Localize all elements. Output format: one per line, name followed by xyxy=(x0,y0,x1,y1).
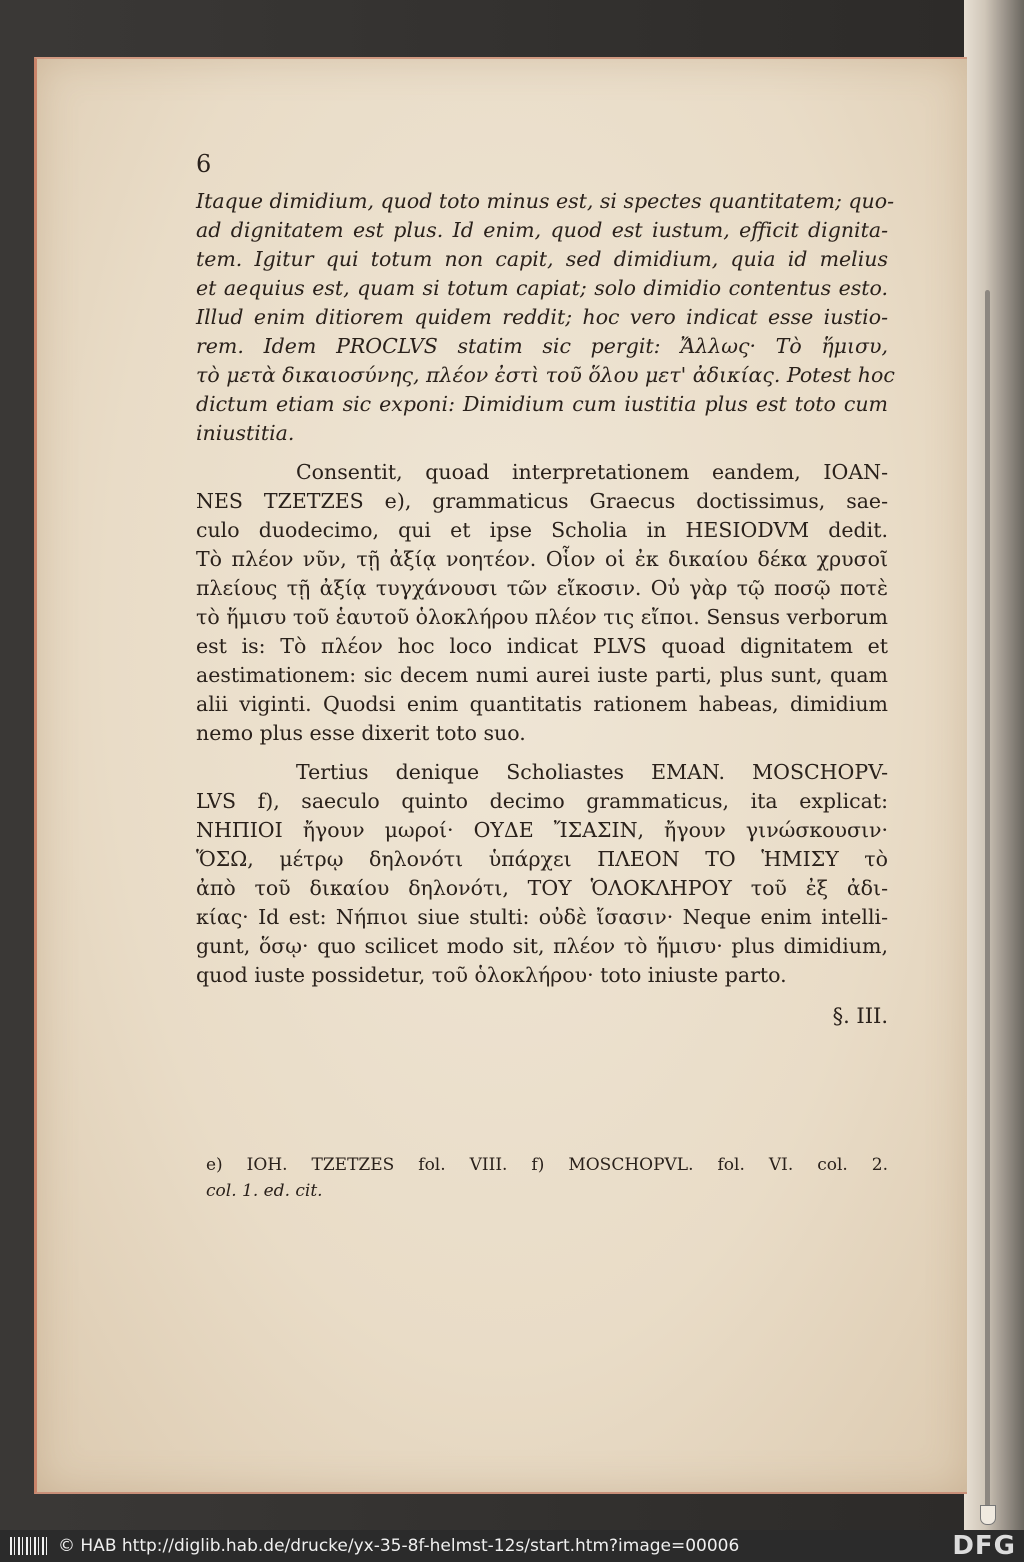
section-mark: §. III. xyxy=(832,1004,888,1028)
text-line: LVS f), saeculo quinto decimo grammaticus, ita explicat: xyxy=(196,789,888,813)
dfg-logo: DFG xyxy=(952,1531,1016,1561)
text-line: πλείους τῇ ἀξίᾳ τυγχάνουσι τῶν εἴκοσιν. Οὐ γὰρ τῷ ποσῷ ποτὲ xyxy=(196,576,888,600)
barcode-icon xyxy=(10,1537,48,1555)
text-line: ΝΗΠΙΟΙ ἤγουν μωροί· ΟΥΔΕ ἼΣΑΣΙΝ, ἤγουν γινώσκουσιν· xyxy=(196,818,888,842)
text-line: rem. Idem PROCLVS statim sic pergit: Ἄλλως· Τὸ ἥμισυ, xyxy=(196,334,888,358)
text-line: Itaque dimidium, quod toto minus est, si spectes quantitatem; quo- xyxy=(196,189,894,213)
text-line: iniustitia. xyxy=(196,421,295,445)
text-line: ad dignitatem est plus. Id enim, quod est iustum, efficit dignita- xyxy=(196,218,888,242)
page-text-block xyxy=(196,150,895,1031)
text-line: gunt, ὅσῳ· quo scilicet modo sit, πλέον τὸ ἥμισυ· plus dimidium, xyxy=(196,934,888,958)
text-line: dictum etiam sic exponi: Dimidium cum iustitia plus est toto cum xyxy=(196,392,888,416)
text-line: Τὸ πλέον νῦν, τῇ ἀξίᾳ νοητέον. Οἷον οἱ ἐκ δικαίου δέκα χρυσοῖ xyxy=(196,547,888,571)
spine-clip xyxy=(980,1505,996,1525)
text-line: culo duodecimo, qui et ipse Scholia in HESIODVM dedit. xyxy=(196,518,888,542)
book-spine xyxy=(964,0,1024,1530)
text-line: nemo plus esse dixerit toto suo. xyxy=(196,721,526,745)
text-line: Consentit, quoad interpretationem eandem, IOAN- xyxy=(296,460,888,484)
spine-groove xyxy=(985,290,990,1520)
paragraph-1 xyxy=(196,187,895,448)
text-line: τὸ μετὰ δικαιοσύνης, πλέον ἐστὶ τοῦ ὅλου μετ' ἀδικίας. Potest hoc xyxy=(196,363,895,387)
text-line: alii viginti. Quodsi enim quantitatis rationem habeas, dimidium xyxy=(196,692,888,716)
text-line: ὍΣΩ, μέτρῳ δηλονότι ὑπάρχει ΠΛΕΟΝ ΤΟ ἩΜΙΣΥ τὸ xyxy=(196,847,888,871)
text-line: quod iuste possidetur, τοῦ ὁλοκλήρου· toto iniuste parto. xyxy=(196,963,787,987)
text-line: τὸ ἥμισυ τοῦ ἑαυτοῦ ὁλοκλήρου πλέον τις εἴποι. Sensus verborum xyxy=(196,605,888,629)
footnotes xyxy=(206,1152,888,1204)
text-line: NES TZETZES e), grammaticus Graecus doctissimus, sae- xyxy=(196,489,888,513)
paragraph-3 xyxy=(196,758,888,990)
text-line: κίας· Id est: Νήπιοι siue stulti: οὐδὲ ἴσασιν· Neque enim intelli- xyxy=(196,905,888,929)
text-line: et aequius est, quam si totum capiat; solo dimidio contentus esto. xyxy=(196,276,888,300)
paragraph-2 xyxy=(196,458,888,748)
text-line: ἀπὸ τοῦ δικαίου δηλονότι, ΤΟΥ ὉΛΟΚΛΗΡΟΥ τοῦ ἐξ ἀδι- xyxy=(196,876,888,900)
footnote-line: col. 1. ed. cit. xyxy=(206,1181,323,1201)
footnote-line: e) IOH. TZETZES fol. VIII. f) MOSCHOPVL. fol. VI. col. 2. xyxy=(206,1155,888,1175)
source-link[interactable]: © HAB http://diglib.hab.de/drucke/yx-35-8f-helmst-12s/start.htm?image=00006 xyxy=(58,1536,740,1556)
text-line: est is: Τὸ πλέον hoc loco indicat PLVS quoad dignitatem et xyxy=(196,634,888,658)
text-line: Tertius denique Scholiastes EMAN. MOSCHOPV- xyxy=(296,760,888,784)
page-number: 6 xyxy=(196,150,212,178)
text-line: aestimationem: sic decem numi aurei iuste parti, plus sunt, quam xyxy=(196,663,888,687)
viewer-footer xyxy=(0,1530,1024,1562)
text-line: Illud enim ditiorem quidem reddit; hoc vero indicat esse iustio- xyxy=(196,305,888,329)
text-line: tem. Igitur qui totum non capit, sed dimidium, quia id melius xyxy=(196,247,888,271)
